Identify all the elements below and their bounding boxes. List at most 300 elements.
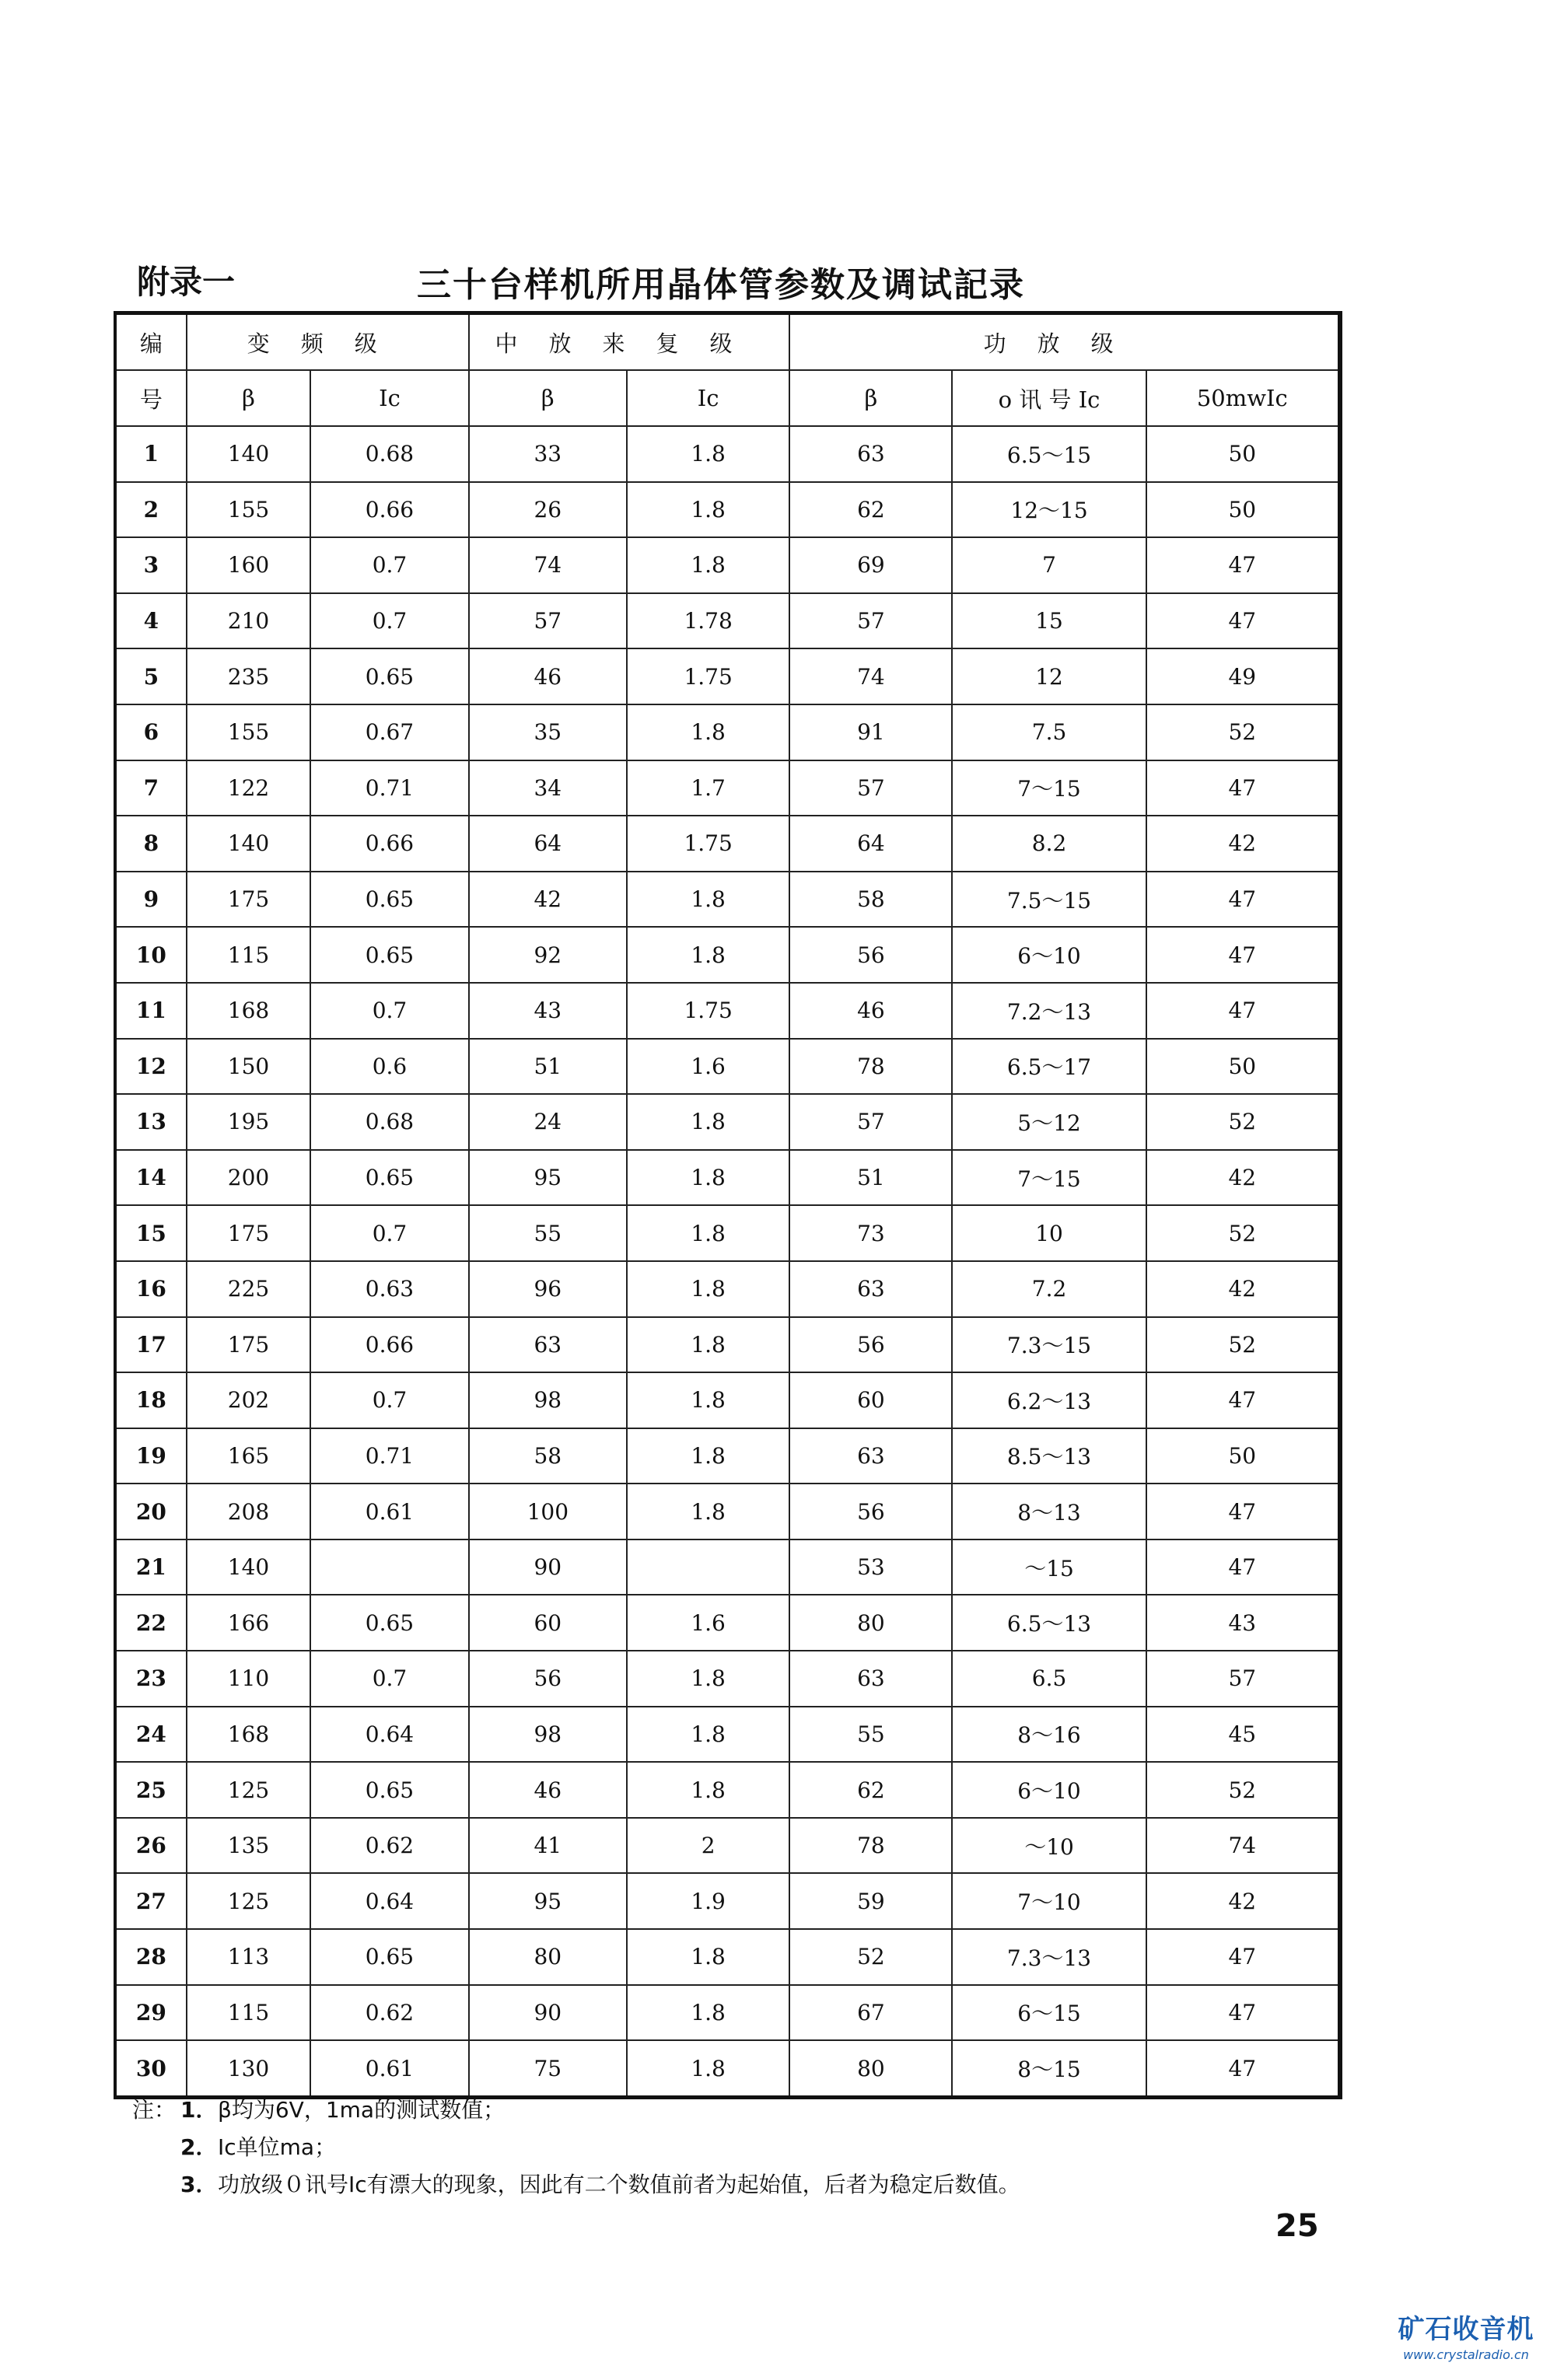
header-pa-beta: β bbox=[789, 370, 952, 426]
cell-mixer-beta: 140 bbox=[187, 816, 311, 872]
cell-if-ic: 1.8 bbox=[627, 426, 789, 482]
cell-pa-zero-signal-ic: ～10 bbox=[952, 1818, 1146, 1874]
cell-if-beta: 43 bbox=[469, 983, 627, 1039]
cell-row-number: 8 bbox=[115, 816, 187, 872]
table-row bbox=[115, 1707, 1340, 1763]
header-group-mixer: 变频级 bbox=[187, 313, 469, 371]
footnote-2 bbox=[132, 2129, 1020, 2166]
cell-pa-zero-signal-ic: 7.3～13 bbox=[952, 1929, 1146, 1985]
cell-mixer-ic: 0.63 bbox=[310, 1261, 468, 1317]
cell-pa-beta: 69 bbox=[789, 537, 952, 593]
table-row bbox=[115, 1039, 1340, 1095]
cell-pa-beta: 57 bbox=[789, 760, 952, 816]
cell-pa-zero-signal-ic: 12～15 bbox=[952, 482, 1146, 538]
page-title: 三十台样机所用晶体管参数及调试記录 bbox=[417, 265, 1025, 305]
cell-pa-beta: 57 bbox=[789, 593, 952, 649]
cell-mixer-beta: 113 bbox=[187, 1929, 311, 1985]
cell-row-number: 28 bbox=[115, 1929, 187, 1985]
cell-mixer-ic: 0.6 bbox=[310, 1039, 468, 1095]
cell-mixer-ic: 0.71 bbox=[310, 1428, 468, 1484]
cell-mixer-beta: 122 bbox=[187, 760, 311, 816]
cell-if-beta: 57 bbox=[469, 593, 627, 649]
cell-pa-zero-signal-ic: 8～16 bbox=[952, 1707, 1146, 1763]
cell-pa-beta: 74 bbox=[789, 648, 952, 704]
cell-row-number: 24 bbox=[115, 1707, 187, 1763]
cell-pa-zero-signal-ic: 7.2～13 bbox=[952, 983, 1146, 1039]
cell-if-beta: 34 bbox=[469, 760, 627, 816]
cell-mixer-beta: 175 bbox=[187, 1317, 311, 1373]
cell-if-ic: 1.8 bbox=[627, 2040, 789, 2097]
cell-pa-beta: 58 bbox=[789, 872, 952, 928]
cell-mixer-beta: 202 bbox=[187, 1372, 311, 1428]
cell-pa-beta: 80 bbox=[789, 2040, 952, 2097]
cell-pa-beta: 67 bbox=[789, 1985, 952, 2041]
cell-pa-zero-signal-ic: 6.5～15 bbox=[952, 426, 1146, 482]
table-row bbox=[115, 1094, 1340, 1150]
footnote-text: β均为6V，1ma的测试数值； bbox=[218, 2097, 506, 2123]
cell-if-ic: 1.75 bbox=[627, 816, 789, 872]
cell-mixer-beta: 125 bbox=[187, 1762, 311, 1818]
table-row bbox=[115, 426, 1340, 482]
cell-mixer-ic: 0.61 bbox=[310, 1484, 468, 1539]
cell-pa-50mw-ic: 47 bbox=[1146, 983, 1340, 1039]
cell-if-ic: 1.8 bbox=[627, 1261, 789, 1317]
cell-if-ic: 1.7 bbox=[627, 760, 789, 816]
cell-pa-50mw-ic: 47 bbox=[1146, 537, 1340, 593]
cell-if-beta: 95 bbox=[469, 1150, 627, 1206]
cell-mixer-beta: 115 bbox=[187, 1985, 311, 2041]
cell-row-number: 23 bbox=[115, 1651, 187, 1707]
cell-row-number: 10 bbox=[115, 927, 187, 983]
cell-if-ic: 1.8 bbox=[627, 1929, 789, 1985]
cell-if-ic: 1.8 bbox=[627, 1985, 789, 2041]
cell-pa-zero-signal-ic: 7.3～15 bbox=[952, 1317, 1146, 1373]
cell-mixer-ic: 0.7 bbox=[310, 1651, 468, 1707]
cell-pa-zero-signal-ic: 8～15 bbox=[952, 2040, 1146, 2097]
cell-mixer-beta: 155 bbox=[187, 704, 311, 760]
cell-pa-beta: 62 bbox=[789, 482, 952, 538]
table-row bbox=[115, 927, 1340, 983]
cell-pa-50mw-ic: 74 bbox=[1146, 1818, 1340, 1874]
table-row bbox=[115, 1873, 1340, 1929]
cell-pa-beta: 63 bbox=[789, 426, 952, 482]
cell-if-ic: 1.8 bbox=[627, 1094, 789, 1150]
cell-row-number: 6 bbox=[115, 704, 187, 760]
cell-pa-50mw-ic: 49 bbox=[1146, 648, 1340, 704]
header-mixer-beta: β bbox=[187, 370, 311, 426]
table-row bbox=[115, 1372, 1340, 1428]
cell-pa-zero-signal-ic: 7～15 bbox=[952, 760, 1146, 816]
cell-pa-50mw-ic: 50 bbox=[1146, 426, 1340, 482]
cell-if-ic: 1.8 bbox=[627, 1205, 789, 1261]
cell-mixer-ic: 0.67 bbox=[310, 704, 468, 760]
cell-row-number: 9 bbox=[115, 872, 187, 928]
cell-pa-beta: 91 bbox=[789, 704, 952, 760]
cell-pa-beta: 59 bbox=[789, 1873, 952, 1929]
cell-if-ic: 1.8 bbox=[627, 1372, 789, 1428]
cell-mixer-ic: 0.71 bbox=[310, 760, 468, 816]
cell-row-number: 5 bbox=[115, 648, 187, 704]
cell-mixer-beta: 135 bbox=[187, 1818, 311, 1874]
cell-mixer-ic: 0.65 bbox=[310, 1595, 468, 1651]
cell-mixer-ic: 0.7 bbox=[310, 983, 468, 1039]
cell-pa-zero-signal-ic: 12 bbox=[952, 648, 1146, 704]
cell-mixer-beta: 208 bbox=[187, 1484, 311, 1539]
header-group-if-reflex: 中放来复级 bbox=[469, 313, 790, 371]
cell-mixer-ic: 0.62 bbox=[310, 1818, 468, 1874]
header-row-groups bbox=[115, 313, 1340, 371]
header-if-ic: Ic bbox=[627, 370, 789, 426]
table-row bbox=[115, 1150, 1340, 1206]
cell-pa-beta: 53 bbox=[789, 1539, 952, 1595]
cell-pa-50mw-ic: 43 bbox=[1146, 1595, 1340, 1651]
cell-mixer-beta: 110 bbox=[187, 1651, 311, 1707]
cell-pa-50mw-ic: 42 bbox=[1146, 1873, 1340, 1929]
cell-if-ic: 1.8 bbox=[627, 704, 789, 760]
footnote-number: 1． bbox=[180, 2097, 218, 2123]
cell-mixer-beta: 168 bbox=[187, 983, 311, 1039]
table-row bbox=[115, 872, 1340, 928]
cell-mixer-ic: 0.7 bbox=[310, 593, 468, 649]
cell-mixer-ic: 0.65 bbox=[310, 648, 468, 704]
watermark-name: 矿石收音机 bbox=[1398, 2314, 1534, 2345]
footnote-number: 2． bbox=[180, 2134, 218, 2160]
cell-mixer-ic: 0.66 bbox=[310, 482, 468, 538]
cell-pa-zero-signal-ic: 7～10 bbox=[952, 1873, 1146, 1929]
cell-pa-50mw-ic: 42 bbox=[1146, 816, 1340, 872]
cell-row-number: 22 bbox=[115, 1595, 187, 1651]
cell-if-beta: 26 bbox=[469, 482, 627, 538]
cell-mixer-beta: 175 bbox=[187, 1205, 311, 1261]
table-row bbox=[115, 983, 1340, 1039]
table-row bbox=[115, 1762, 1340, 1818]
cell-pa-beta: 60 bbox=[789, 1372, 952, 1428]
cell-mixer-ic: 0.64 bbox=[310, 1873, 468, 1929]
cell-mixer-beta: 160 bbox=[187, 537, 311, 593]
header-if-beta: β bbox=[469, 370, 627, 426]
footnote-3 bbox=[132, 2166, 1020, 2204]
cell-pa-50mw-ic: 57 bbox=[1146, 1651, 1340, 1707]
cell-pa-beta: 63 bbox=[789, 1261, 952, 1317]
cell-if-beta: 90 bbox=[469, 1539, 627, 1595]
cell-if-beta: 98 bbox=[469, 1707, 627, 1763]
table-row bbox=[115, 1929, 1340, 1985]
cell-pa-50mw-ic: 47 bbox=[1146, 593, 1340, 649]
cell-pa-zero-signal-ic: 7～15 bbox=[952, 1150, 1146, 1206]
cell-pa-50mw-ic: 52 bbox=[1146, 1205, 1340, 1261]
cell-row-number: 4 bbox=[115, 593, 187, 649]
table-row bbox=[115, 1818, 1340, 1874]
cell-pa-zero-signal-ic: 7.5～15 bbox=[952, 872, 1146, 928]
cell-pa-zero-signal-ic: 8.2 bbox=[952, 816, 1146, 872]
cell-row-number: 7 bbox=[115, 760, 187, 816]
cell-pa-50mw-ic: 42 bbox=[1146, 1150, 1340, 1206]
table-row bbox=[115, 1317, 1340, 1373]
cell-if-beta: 90 bbox=[469, 1985, 627, 2041]
cell-mixer-ic: 0.64 bbox=[310, 1707, 468, 1763]
cell-row-number: 13 bbox=[115, 1094, 187, 1150]
cell-pa-zero-signal-ic: 6.5 bbox=[952, 1651, 1146, 1707]
cell-if-ic: 1.8 bbox=[627, 1651, 789, 1707]
cell-row-number: 18 bbox=[115, 1372, 187, 1428]
header-row-subs bbox=[115, 370, 1340, 426]
cell-mixer-ic: 0.7 bbox=[310, 1372, 468, 1428]
cell-row-number: 27 bbox=[115, 1873, 187, 1929]
cell-mixer-ic: 0.65 bbox=[310, 1150, 468, 1206]
cell-mixer-beta: 140 bbox=[187, 426, 311, 482]
cell-pa-zero-signal-ic: 7.5 bbox=[952, 704, 1146, 760]
cell-mixer-ic: 0.65 bbox=[310, 1929, 468, 1985]
cell-mixer-beta: 195 bbox=[187, 1094, 311, 1150]
cell-row-number: 16 bbox=[115, 1261, 187, 1317]
cell-if-beta: 46 bbox=[469, 1762, 627, 1818]
table-row bbox=[115, 760, 1340, 816]
cell-if-beta: 55 bbox=[469, 1205, 627, 1261]
cell-mixer-beta: 150 bbox=[187, 1039, 311, 1095]
cell-mixer-ic: 0.65 bbox=[310, 872, 468, 928]
cell-if-beta: 42 bbox=[469, 872, 627, 928]
cell-if-beta: 56 bbox=[469, 1651, 627, 1707]
cell-row-number: 17 bbox=[115, 1317, 187, 1373]
cell-row-number: 26 bbox=[115, 1818, 187, 1874]
cell-mixer-beta: 210 bbox=[187, 593, 311, 649]
cell-pa-50mw-ic: 50 bbox=[1146, 482, 1340, 538]
cell-if-beta: 100 bbox=[469, 1484, 627, 1539]
cell-pa-zero-signal-ic: 5～12 bbox=[952, 1094, 1146, 1150]
cell-if-ic: 1.8 bbox=[627, 537, 789, 593]
cell-pa-50mw-ic: 47 bbox=[1146, 1372, 1340, 1428]
cell-mixer-beta: 165 bbox=[187, 1428, 311, 1484]
cell-if-ic: 1.75 bbox=[627, 983, 789, 1039]
cell-if-ic bbox=[627, 1539, 789, 1595]
cell-if-beta: 51 bbox=[469, 1039, 627, 1095]
cell-if-ic: 1.8 bbox=[627, 1707, 789, 1763]
cell-mixer-beta: 140 bbox=[187, 1539, 311, 1595]
table-row bbox=[115, 1651, 1340, 1707]
cell-if-ic: 1.8 bbox=[627, 1762, 789, 1818]
cell-pa-50mw-ic: 47 bbox=[1146, 1539, 1340, 1595]
cell-row-number: 30 bbox=[115, 2040, 187, 2097]
cell-if-beta: 63 bbox=[469, 1317, 627, 1373]
cell-row-number: 19 bbox=[115, 1428, 187, 1484]
footnote-prefix: 注： bbox=[132, 2097, 177, 2123]
cell-if-ic: 1.9 bbox=[627, 1873, 789, 1929]
cell-pa-beta: 63 bbox=[789, 1428, 952, 1484]
cell-if-ic: 1.8 bbox=[627, 1150, 789, 1206]
cell-pa-zero-signal-ic: 6～15 bbox=[952, 1985, 1146, 2041]
cell-row-number: 2 bbox=[115, 482, 187, 538]
appendix-label: 附录一 bbox=[137, 263, 236, 301]
cell-mixer-beta: 235 bbox=[187, 648, 311, 704]
table-body bbox=[115, 426, 1340, 2097]
cell-mixer-ic: 0.68 bbox=[310, 1094, 468, 1150]
cell-mixer-beta: 155 bbox=[187, 482, 311, 538]
table-row bbox=[115, 482, 1340, 538]
cell-pa-50mw-ic: 47 bbox=[1146, 927, 1340, 983]
table-row bbox=[115, 1985, 1340, 2041]
cell-pa-beta: 56 bbox=[789, 1484, 952, 1539]
footnote-1 bbox=[132, 2092, 1020, 2129]
cell-mixer-beta: 115 bbox=[187, 927, 311, 983]
table-row bbox=[115, 816, 1340, 872]
cell-mixer-beta: 225 bbox=[187, 1261, 311, 1317]
cell-mixer-ic: 0.65 bbox=[310, 1762, 468, 1818]
cell-mixer-ic: 0.66 bbox=[310, 1317, 468, 1373]
cell-mixer-ic: 0.7 bbox=[310, 1205, 468, 1261]
footnote-text: 功放级０讯号Ic有漂大的现象，因此有二个数值前者为起始值，后者为稳定后数值。 bbox=[218, 2172, 1020, 2197]
transistor-parameter-table bbox=[114, 311, 1342, 2099]
cell-pa-beta: 56 bbox=[789, 1317, 952, 1373]
cell-pa-zero-signal-ic: ～15 bbox=[952, 1539, 1146, 1595]
cell-pa-zero-signal-ic: 6.5～13 bbox=[952, 1595, 1146, 1651]
cell-if-beta: 41 bbox=[469, 1818, 627, 1874]
cell-row-number: 1 bbox=[115, 426, 187, 482]
cell-if-beta: 64 bbox=[469, 816, 627, 872]
cell-row-number: 20 bbox=[115, 1484, 187, 1539]
header-pa-zero-signal-ic: o 讯 号 Ic bbox=[952, 370, 1146, 426]
cell-if-beta: 95 bbox=[469, 1873, 627, 1929]
table-row bbox=[115, 704, 1340, 760]
cell-if-ic: 1.78 bbox=[627, 593, 789, 649]
table-row bbox=[115, 593, 1340, 649]
cell-pa-50mw-ic: 52 bbox=[1146, 1762, 1340, 1818]
table-row bbox=[115, 1205, 1340, 1261]
cell-if-ic: 1.75 bbox=[627, 648, 789, 704]
cell-if-ic: 1.8 bbox=[627, 482, 789, 538]
cell-pa-zero-signal-ic: 8～13 bbox=[952, 1484, 1146, 1539]
page-heading bbox=[137, 257, 1350, 311]
header-mixer-ic: Ic bbox=[310, 370, 468, 426]
cell-pa-50mw-ic: 47 bbox=[1146, 1929, 1340, 1985]
cell-pa-beta: 56 bbox=[789, 927, 952, 983]
cell-pa-beta: 46 bbox=[789, 983, 952, 1039]
cell-mixer-beta: 200 bbox=[187, 1150, 311, 1206]
cell-pa-50mw-ic: 42 bbox=[1146, 1261, 1340, 1317]
cell-mixer-ic bbox=[310, 1539, 468, 1595]
cell-mixer-beta: 175 bbox=[187, 872, 311, 928]
cell-pa-zero-signal-ic: 10 bbox=[952, 1205, 1146, 1261]
cell-if-beta: 46 bbox=[469, 648, 627, 704]
page-number: 25 bbox=[1275, 2208, 1319, 2244]
cell-pa-50mw-ic: 47 bbox=[1146, 872, 1340, 928]
cell-if-beta: 33 bbox=[469, 426, 627, 482]
footnotes bbox=[132, 2092, 1020, 2204]
cell-pa-50mw-ic: 47 bbox=[1146, 2040, 1340, 2097]
cell-pa-beta: 80 bbox=[789, 1595, 952, 1651]
cell-pa-zero-signal-ic: 7.2 bbox=[952, 1261, 1146, 1317]
header-index-bottom: 号 bbox=[115, 370, 187, 426]
cell-pa-50mw-ic: 52 bbox=[1146, 704, 1340, 760]
cell-if-beta: 75 bbox=[469, 2040, 627, 2097]
table-row bbox=[115, 1428, 1340, 1484]
cell-row-number: 21 bbox=[115, 1539, 187, 1595]
cell-row-number: 3 bbox=[115, 537, 187, 593]
cell-if-beta: 74 bbox=[469, 537, 627, 593]
table-row bbox=[115, 1595, 1340, 1651]
cell-pa-zero-signal-ic: 6～10 bbox=[952, 927, 1146, 983]
table-row bbox=[115, 2040, 1340, 2097]
cell-row-number: 12 bbox=[115, 1039, 187, 1095]
cell-pa-beta: 73 bbox=[789, 1205, 952, 1261]
cell-pa-50mw-ic: 52 bbox=[1146, 1317, 1340, 1373]
cell-pa-50mw-ic: 47 bbox=[1146, 760, 1340, 816]
cell-pa-beta: 55 bbox=[789, 1707, 952, 1763]
cell-pa-zero-signal-ic: 6～10 bbox=[952, 1762, 1146, 1818]
cell-mixer-ic: 0.61 bbox=[310, 2040, 468, 2097]
cell-row-number: 29 bbox=[115, 1985, 187, 2041]
cell-if-beta: 24 bbox=[469, 1094, 627, 1150]
cell-pa-beta: 78 bbox=[789, 1039, 952, 1095]
cell-mixer-beta: 125 bbox=[187, 1873, 311, 1929]
cell-if-ic: 1.8 bbox=[627, 1317, 789, 1373]
cell-mixer-ic: 0.68 bbox=[310, 426, 468, 482]
cell-mixer-beta: 166 bbox=[187, 1595, 311, 1651]
cell-mixer-beta: 168 bbox=[187, 1707, 311, 1763]
cell-row-number: 11 bbox=[115, 983, 187, 1039]
cell-if-ic: 1.8 bbox=[627, 1428, 789, 1484]
cell-row-number: 14 bbox=[115, 1150, 187, 1206]
cell-if-beta: 98 bbox=[469, 1372, 627, 1428]
table-row bbox=[115, 537, 1340, 593]
cell-if-ic: 1.8 bbox=[627, 872, 789, 928]
cell-pa-beta: 64 bbox=[789, 816, 952, 872]
cell-pa-50mw-ic: 47 bbox=[1146, 1985, 1340, 2041]
cell-pa-beta: 78 bbox=[789, 1818, 952, 1874]
cell-if-ic: 1.8 bbox=[627, 1484, 789, 1539]
watermark-url: www.crystalradio.cn bbox=[1403, 2347, 1529, 2362]
cell-pa-beta: 52 bbox=[789, 1929, 952, 1985]
header-pa-50mw-ic: 50mwIc bbox=[1146, 370, 1340, 426]
cell-row-number: 25 bbox=[115, 1762, 187, 1818]
cell-pa-zero-signal-ic: 15 bbox=[952, 593, 1146, 649]
cell-if-ic: 1.6 bbox=[627, 1039, 789, 1095]
cell-if-ic: 1.8 bbox=[627, 927, 789, 983]
table-row bbox=[115, 648, 1340, 704]
cell-if-beta: 96 bbox=[469, 1261, 627, 1317]
table-row bbox=[115, 1261, 1340, 1317]
cell-pa-zero-signal-ic: 8.5～13 bbox=[952, 1428, 1146, 1484]
cell-pa-beta: 51 bbox=[789, 1150, 952, 1206]
cell-pa-50mw-ic: 50 bbox=[1146, 1428, 1340, 1484]
table-row bbox=[115, 1539, 1340, 1595]
cell-if-beta: 92 bbox=[469, 927, 627, 983]
cell-pa-zero-signal-ic: 6.5～17 bbox=[952, 1039, 1146, 1095]
cell-mixer-ic: 0.7 bbox=[310, 537, 468, 593]
cell-pa-50mw-ic: 45 bbox=[1146, 1707, 1340, 1763]
cell-pa-zero-signal-ic: 7 bbox=[952, 537, 1146, 593]
cell-row-number: 15 bbox=[115, 1205, 187, 1261]
cell-pa-beta: 62 bbox=[789, 1762, 952, 1818]
cell-pa-beta: 63 bbox=[789, 1651, 952, 1707]
watermark bbox=[1392, 2308, 1540, 2362]
table-row bbox=[115, 1484, 1340, 1539]
footnote-text: Ic单位ma； bbox=[218, 2134, 337, 2160]
cell-if-beta: 58 bbox=[469, 1428, 627, 1484]
cell-if-ic: 1.6 bbox=[627, 1595, 789, 1651]
cell-pa-50mw-ic: 47 bbox=[1146, 1484, 1340, 1539]
header-index-top: 编 bbox=[115, 313, 187, 371]
cell-if-beta: 80 bbox=[469, 1929, 627, 1985]
cell-if-beta: 60 bbox=[469, 1595, 627, 1651]
cell-mixer-ic: 0.62 bbox=[310, 1985, 468, 2041]
cell-if-beta: 35 bbox=[469, 704, 627, 760]
cell-mixer-beta: 130 bbox=[187, 2040, 311, 2097]
cell-pa-zero-signal-ic: 6.2～13 bbox=[952, 1372, 1146, 1428]
cell-mixer-ic: 0.66 bbox=[310, 816, 468, 872]
cell-mixer-ic: 0.65 bbox=[310, 927, 468, 983]
cell-pa-beta: 57 bbox=[789, 1094, 952, 1150]
header-group-power-amp: 功放级 bbox=[789, 313, 1340, 371]
